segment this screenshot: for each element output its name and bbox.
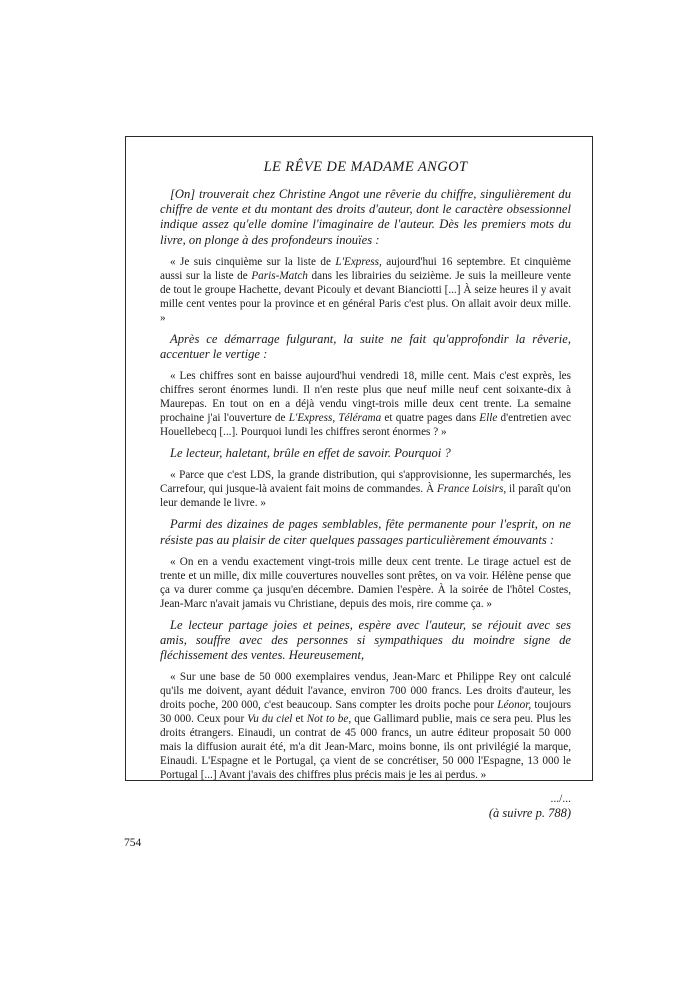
commentary-paragraph: Après ce démarrage fulgurant, la suite ne fait qu'approfondir la rêverie, accentuer le vertige : (160, 331, 571, 362)
quote-text: et (292, 713, 307, 726)
quote-text: « Les chiffres sont en baisse aujourd'hui vendredi 18, mille cent. Mais c'est exprès, les chiffres seront énormes lundi. Il n'en reste plus que neuf mille neuf cent soixante-dix à Maurepas. En tout on en a déjà vendu vingt-trois mille deux cent trente. La semaine prochaine j'ai l'ouverture de (160, 370, 571, 425)
italic-title: France Loisirs, (436, 483, 507, 496)
continuation-note (160, 792, 571, 820)
quote-text: et quatre pages dans (381, 412, 480, 425)
article-title: LE RÊVE DE MADAME ANGOT (263, 159, 468, 175)
italic-title: Paris-Match (251, 269, 308, 282)
quote-text: « Parce que c'est LDS, la grande distribution, qui s'approvisionne, les supermarchés, les Carrefour, qui jusque-là avaient fait moins de commandes. À (160, 469, 571, 496)
article-body (160, 159, 571, 820)
commentary-paragraph: Parmi des dizaines de pages semblables, fête permanente pour l'esprit, on ne résiste pas au plaisir de citer quelques passages particulièrement émouvants : (160, 517, 571, 547)
quote-text: « Sur une base de 50 000 exemplaires vendus, Jean-Marc et Philippe Rey ont calculé qu'ils me doivent, ayant déduit l'avance, environ 700 000 francs. Les droits d'auteur, les droits poche, 200 000, c'est beaucoup. Sans compter les droits poche pour (160, 671, 571, 712)
italic-title: Vu du ciel (247, 713, 293, 726)
article-frame (125, 136, 593, 821)
quote-text: « Je suis cinquième sur la liste de (170, 255, 336, 268)
italic-title: L'Express, (335, 255, 382, 268)
italic-title: Not to be, (306, 713, 352, 726)
commentary-paragraph: [On] trouverait chez Christine Angot une rêverie du chiffre, singulièrement du chiffre de vente et du montant des droits d'auteur, dont le caractère obsessionnel indique assez qu'elle domine l'imaginaire de l'auteur. Dès les premiers mots du livre, on plonge à des profondeurs inouïes : (160, 187, 571, 247)
quote-text: que Gallimard publie, mais ce sera peu. Plus les droits étrangers. Einaudi, un contrat de 45 000 francs, un autre éditeur proposait 50 000 mais la diffusion aurait été, m'a dit Jean-Marc, moins bonne, ils ont privilégié la marque, Einaudi. L'Espagne et le Portugal, ça vient de se concrétiser, 50 000 l'Espagne, 13 000 le Portugal [...] Avant j'avais des chiffres plus précis mais je les ai perdus. » (160, 713, 572, 782)
italic-title: L'Express, Télérama (288, 412, 382, 425)
article-text (160, 187, 571, 782)
commentary-paragraph: Le lecteur, haletant, brûle en effet de savoir. Pourquoi ? (170, 446, 451, 461)
italic-title: Elle (479, 412, 498, 425)
quote-text: il paraît qu'on leur demande le livre. » (160, 483, 572, 510)
quotation-paragraph (160, 468, 571, 510)
quotation-paragraph (160, 555, 571, 611)
quote-text: dans les librairies du seizième. Je suis la meilleure vente de tout le groupe Hachette, devant Picouly et devant Bianciotti [...] À seize heures il y avait mille cent ventes pour la province et en général Paris c'est plus. On allait avoir deux mille. » (160, 269, 572, 324)
quote-text: « On en a vendu exactement vingt-trois mille deux cent trente. Le tirage actuel est de trente et un mille, dix mille couvertures nouvelles sont prêtes, on va voir. Hélène pense que ça va durer comme ça jusqu'en décembre. Damien l'espère. À la soirée de l'hôtel Costes, Jean-Marc n'avait jamais vu Christiane, depuis des mois, rire comme ça. » (160, 555, 571, 610)
commentary-paragraph: Le lecteur partage joies et peines, espère avec l'auteur, se réjouit avec ses amis, souffre avec des personnes si sympathiques du moindre signe de fléchissement des ventes. Heureusement, (160, 617, 571, 663)
page-number: 754 (124, 837, 142, 849)
to-be-continued: (à suivre p. 788) (488, 806, 571, 821)
italic-title: Léonor, (497, 699, 532, 712)
quotation-paragraph (160, 255, 571, 325)
ellipsis-marker: .../... (550, 793, 571, 806)
quotation-paragraph (160, 670, 571, 782)
quote-text: aujourd'hui 16 septembre. Et cinquième aussi sur la liste de (160, 255, 571, 282)
quotation-paragraph (160, 369, 571, 439)
quote-text: toujours 30 000. Ceux pour (160, 699, 572, 726)
quote-text: d'entretien avec Houellebecq [...]. Pourquoi lundi les chiffres seront énormes ? » (160, 412, 571, 439)
